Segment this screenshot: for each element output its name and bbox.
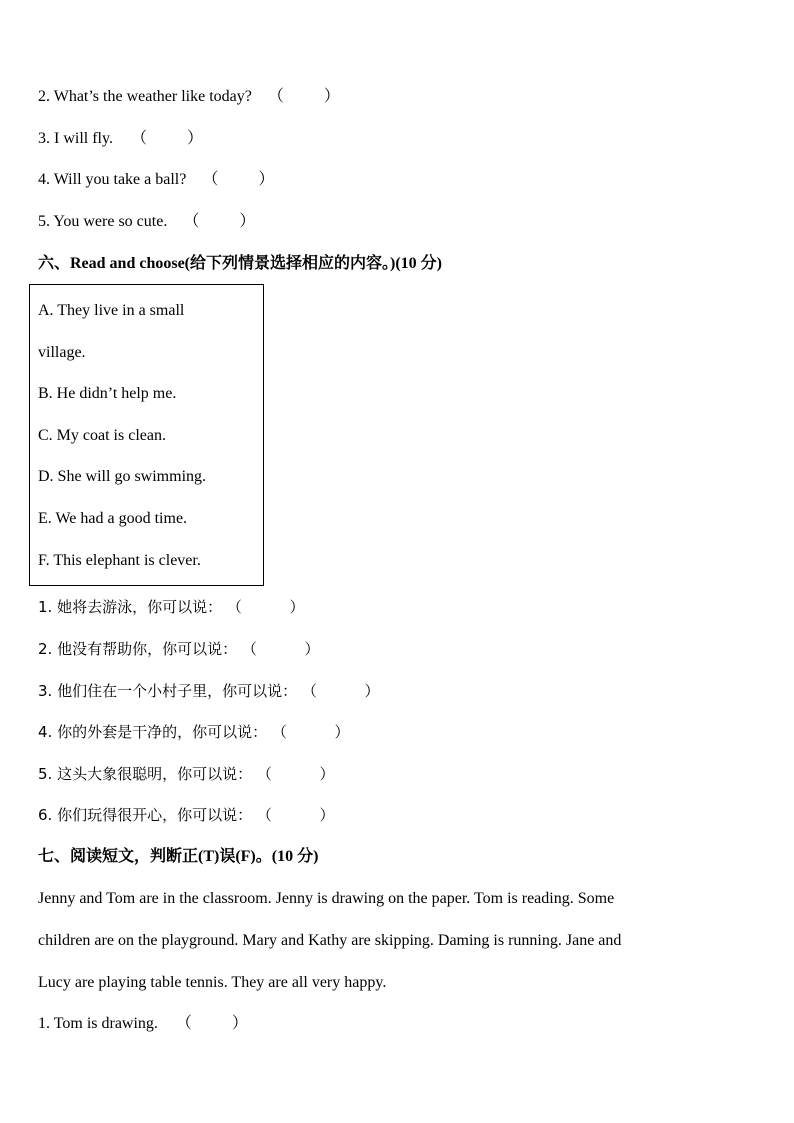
- passage-line: Jenny and Tom are in the classroom. Jenny is drawing on the paper. Tom is reading. Some: [38, 890, 615, 907]
- answer-blank[interactable]: （ ）: [130, 130, 203, 147]
- passage-line: Lucy are playing table tennis. They are all very happy.: [38, 974, 387, 991]
- answer-blank[interactable]: （ ）: [202, 171, 275, 188]
- question-text: 4. Will you take a ball?: [38, 171, 187, 188]
- question-text: 3. I will fly.: [38, 130, 113, 147]
- answer-blank[interactable]: （ ）: [226, 598, 305, 616]
- question-text: 2. 他没有帮助你，你可以说：: [38, 640, 238, 658]
- question-row: [38, 212, 255, 232]
- question-text: 2. What’s the weather like today?: [38, 88, 252, 105]
- option-item: C. My coat is clean.: [38, 427, 166, 444]
- option-item: A. They live in a small: [38, 302, 185, 319]
- question-row: [38, 722, 350, 742]
- answer-blank[interactable]: （ ）: [267, 88, 340, 105]
- option-item: D. She will go swimming.: [38, 468, 207, 485]
- question-row: [38, 805, 335, 825]
- question-row: [38, 129, 203, 149]
- option-item: E. We had a good time.: [38, 510, 188, 527]
- question-text: 3. 他们住在一个小村子里，你可以说：: [38, 682, 298, 700]
- passage-line: children are on the playground. Mary and Kathy are skipping. Daming is running. Jane and: [38, 932, 622, 949]
- question-text: 5. 这头大象很聪明，你可以说：: [38, 765, 253, 783]
- question-text: 1. Tom is drawing.: [38, 1015, 158, 1032]
- question-row: [38, 170, 274, 190]
- question-row: [38, 639, 320, 659]
- question-row: [38, 87, 340, 107]
- question-text: 1. 她将去游泳，你可以说：: [38, 598, 223, 616]
- option-item: B. He didn’t help me.: [38, 385, 177, 402]
- answer-blank[interactable]: （ ）: [271, 723, 350, 741]
- option-item: village.: [38, 344, 86, 361]
- question-row: [38, 597, 305, 617]
- question-text: 4. 你的外套是干净的，你可以说：: [38, 723, 268, 741]
- question-text: 5. You were so cute.: [38, 213, 168, 230]
- answer-blank[interactable]: （ ）: [175, 1015, 248, 1032]
- question-row: [38, 681, 380, 701]
- option-item: F. This elephant is clever.: [38, 552, 201, 569]
- answer-blank[interactable]: （ ）: [301, 682, 380, 700]
- answer-blank[interactable]: （ ）: [256, 765, 335, 783]
- question-row: [38, 1014, 248, 1034]
- question-text: 6. 你们玩得很开心，你可以说：: [38, 806, 253, 824]
- answer-blank[interactable]: （ ）: [256, 806, 335, 824]
- section-heading: 七、阅读短文，判断正(T)误(F)。(10 分): [38, 848, 319, 865]
- question-row: [38, 764, 335, 784]
- answer-blank[interactable]: （ ）: [183, 213, 256, 230]
- answer-blank[interactable]: （ ）: [241, 640, 320, 658]
- section-heading: 六、Read and choose(给下列情景选择相应的内容。)(10 分): [38, 255, 442, 272]
